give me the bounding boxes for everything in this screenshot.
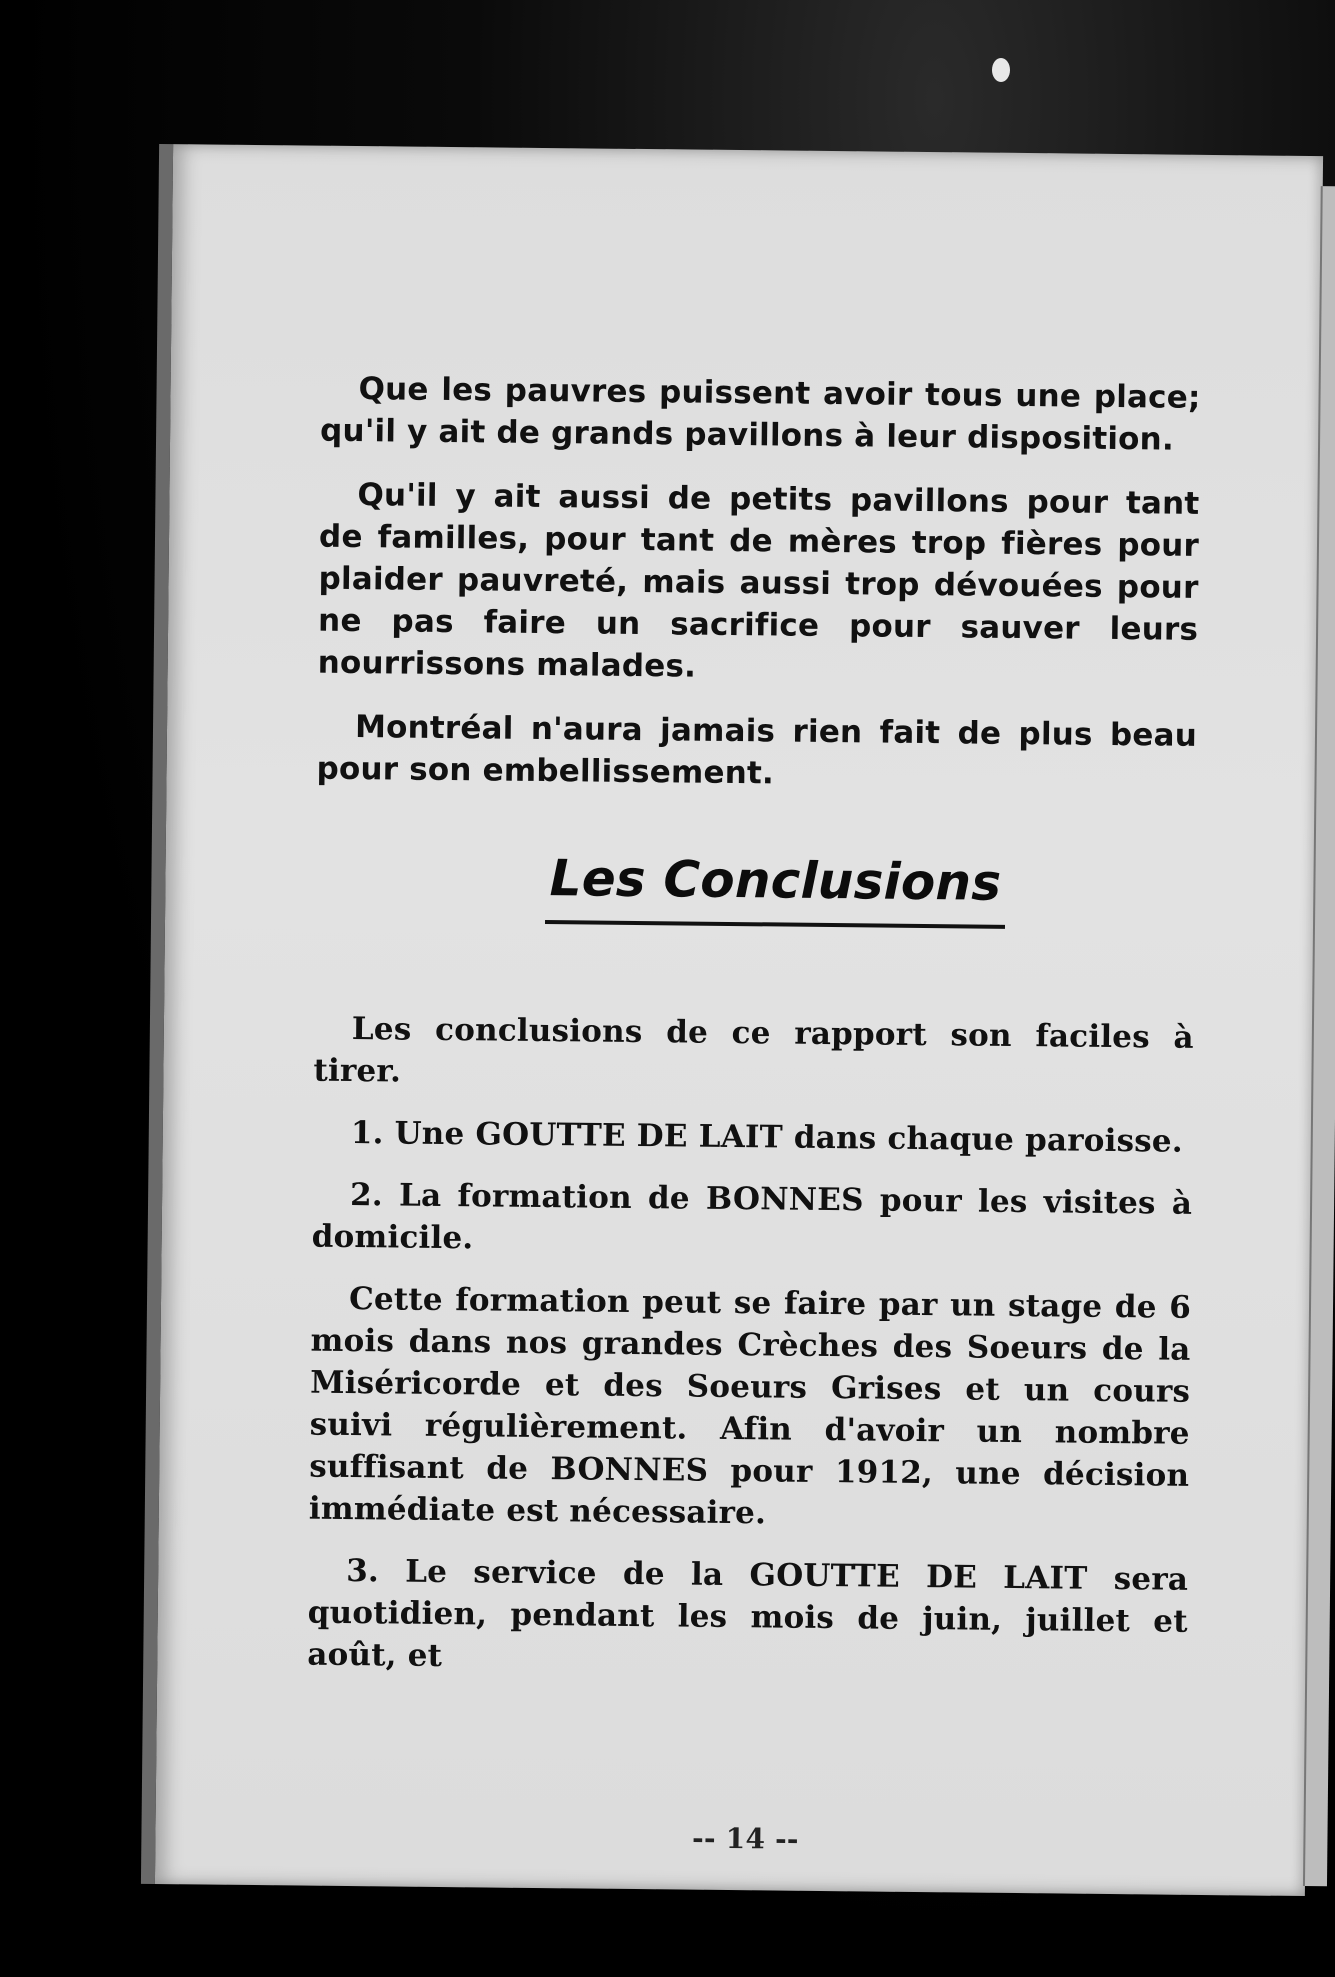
section-heading: Les Conclusions xyxy=(545,840,1005,929)
conclusion-intro: Les conclusions de ce rapport son faciles à tirer. xyxy=(313,1011,1195,1090)
scan-dust-speck xyxy=(992,58,1010,82)
page-text-block xyxy=(307,368,1201,1856)
conclusion-item-2: 2. La formation de BONNES pour les visites à domicile. xyxy=(311,1177,1193,1257)
book-page xyxy=(141,144,1323,1896)
intro-paragraph-2: Qu'il y ait aussi de petits pavillons pour tant de familles, pour tant de mères trop fières pour plaider pauvreté, mais aussi trop dévouées pour ne pas faire un sacrifice pour sauver leurs nourrissons malades. xyxy=(317,477,1200,685)
conclusion-item-2-detail: Cette formation peut se faire par un stage de 6 mois dans nos grandes Crèches des Soeurs de la Miséricorde et des Soeurs Grises et un cours suivi régulièrement. Afin d'avoir un nombre suffisant de BONNES pour 1912, une décision immédiate est nécessaire. xyxy=(308,1281,1192,1532)
intro-paragraph-1: Que les pauvres puissent avoir tous une place; qu'il y ait de grands pavillons à leur disposition. xyxy=(319,371,1201,458)
conclusions-section xyxy=(307,1008,1194,1685)
intro-paragraph-3: Montréal n'aura jamais rien fait de plus beau pour son embellissement. xyxy=(316,709,1198,792)
heading-wrap xyxy=(314,838,1196,1017)
page-number: -- 14 -- xyxy=(691,1821,799,1856)
conclusion-item-1: 1. Une GOUTTE DE LAIT dans chaque paroisse. xyxy=(350,1115,1184,1160)
conclusion-item-3: 3. Le service de la GOUTTE DE LAIT sera quotidien, pendant les mois de juin, juillet et août, et xyxy=(307,1552,1189,1674)
